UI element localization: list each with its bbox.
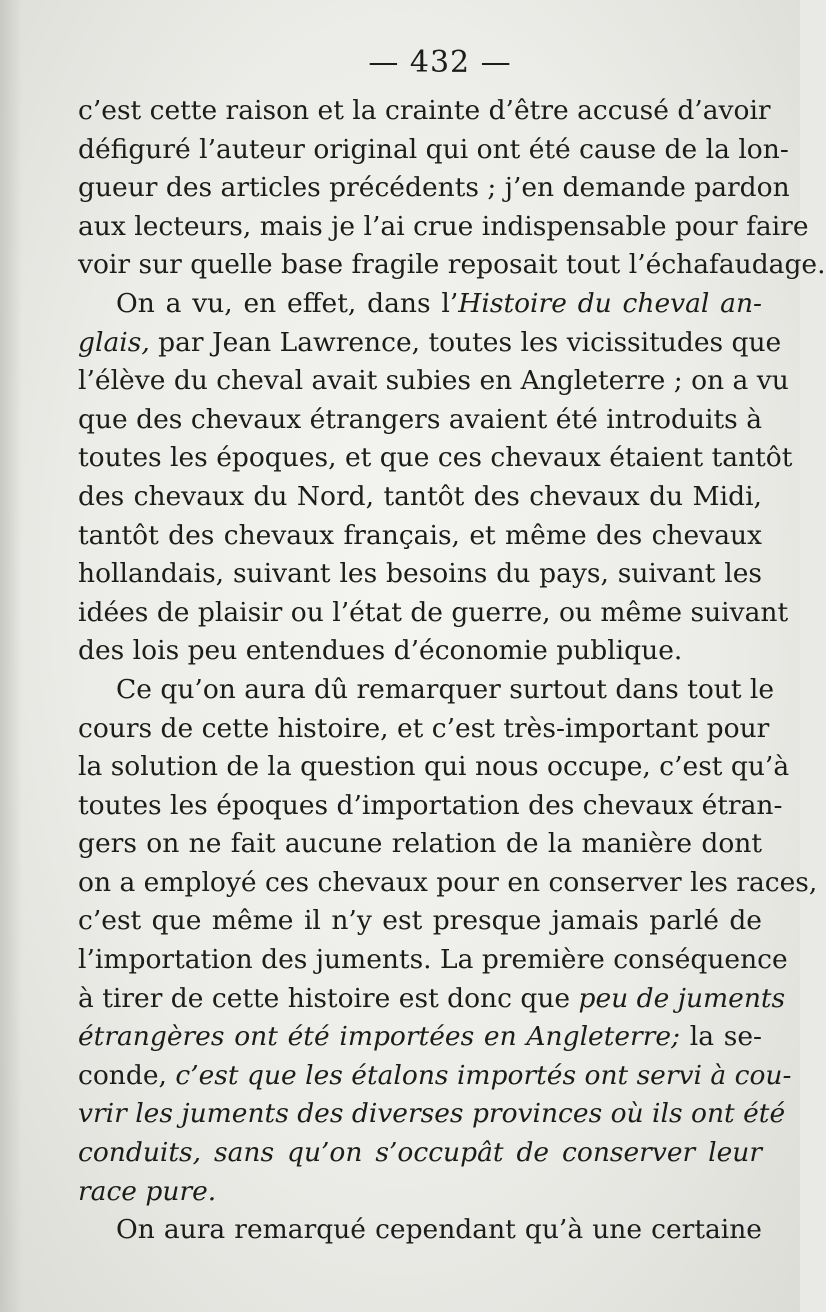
text-segment: voir sur quelle base fragile reposait tout l’échafaudage.	[78, 249, 826, 281]
text-line	[78, 555, 762, 594]
italic-text: Histoire du cheval an-	[458, 287, 762, 319]
text-segment: on a employé ces chevaux pour en conserver les races,	[78, 866, 818, 898]
text-line	[78, 825, 762, 864]
italic-text: conduits, sans qu’on s’occupât de conserver leur	[78, 1137, 762, 1169]
text-line	[78, 1134, 762, 1173]
text-segment: des lois peu entendues d’économie publique.	[78, 635, 683, 667]
text-line	[78, 285, 762, 324]
text-line	[78, 478, 762, 517]
text-line	[78, 1018, 762, 1057]
text-segment: cours de cette histoire, et c’est très-important pour	[78, 712, 770, 744]
italic-text: vrir les juments des diverses provinces où ils ont été	[78, 1098, 786, 1130]
italic-text: peu de juments	[578, 982, 786, 1014]
italic-text: étrangères ont été importées en Angleterre;	[78, 1021, 681, 1053]
text-line	[78, 710, 770, 749]
text-segment: c’est que même il n’y est presque jamais parlé de	[78, 905, 762, 937]
text-segment: défiguré l’auteur original qui ont été cause de la lon-	[78, 133, 789, 165]
text-segment: aux lecteurs, mais je l’ai crue indispensable pour faire	[78, 210, 809, 242]
text-segment: par Jean Lawrence, toutes les vicissitudes que	[149, 326, 782, 358]
text-segment: hollandais, suivant les besoins du pays, suivant les	[78, 558, 762, 590]
text-line	[78, 92, 771, 131]
text-line	[78, 941, 788, 980]
text-line	[78, 208, 809, 247]
text-line	[78, 632, 762, 671]
text-segment: à tirer de cette histoire est donc que	[78, 982, 579, 1014]
text-segment: la solution de la question qui nous occupe, c’est qu’à	[78, 751, 790, 783]
text-segment: toutes les époques, et que ces chevaux étaient tantôt	[78, 442, 793, 474]
text-line	[78, 787, 783, 826]
text-segment: tantôt des chevaux français, et même des chevaux	[78, 519, 762, 551]
text-segment: c’est cette raison et la crainte d’être accusé d’avoir	[78, 95, 771, 126]
text-segment: que des chevaux étrangers avaient été introduits à	[78, 403, 762, 435]
text-line	[78, 439, 793, 478]
text-line	[78, 864, 818, 903]
text-segment: On aura remarqué cependant qu’à une certaine	[116, 1214, 762, 1246]
text-line	[78, 748, 790, 787]
italic-text: glais,	[78, 326, 150, 358]
body-text	[78, 92, 826, 1250]
text-line	[78, 594, 789, 633]
text-line	[78, 517, 762, 556]
text-line	[78, 246, 826, 285]
text-line	[78, 671, 775, 710]
text-segment: gers on ne fait aucune relation de la manière dont	[78, 828, 762, 860]
text-line	[78, 1095, 786, 1134]
text-line	[78, 902, 762, 941]
text-segment: l’importation des juments. La première conséquence	[78, 944, 788, 976]
text-line	[78, 324, 782, 363]
text-line	[78, 131, 789, 170]
text-line	[78, 1173, 762, 1212]
text-line	[78, 401, 762, 440]
text-line	[78, 1211, 762, 1250]
text-segment: conde,	[78, 1059, 176, 1091]
text-line	[78, 169, 790, 208]
text-segment: l’élève du cheval avait subies en Angleterre ; on a vu	[78, 365, 789, 397]
text-line	[78, 980, 786, 1019]
italic-text: c’est que les étalons importés ont servi à cou-	[175, 1059, 792, 1091]
text-segment: toutes les époques d’importation des chevaux étran-	[78, 789, 783, 821]
text-line	[78, 1057, 792, 1096]
text-segment: Ce qu’on aura dû remarquer surtout dans tout le	[116, 673, 775, 705]
text-segment: gueur des articles précédents ; j’en demande pardon	[78, 172, 790, 204]
text-segment: On a vu, en effet, dans l’	[116, 287, 459, 319]
text-line	[78, 362, 789, 401]
page-edge-shadow	[0, 0, 22, 1312]
text-segment: la se-	[680, 1021, 763, 1053]
text-segment: des chevaux du Nord, tantôt des chevaux du Midi,	[78, 480, 762, 512]
italic-text: race pure.	[78, 1175, 217, 1207]
page-number: — 432 —	[368, 45, 512, 80]
text-segment: idées de plaisir ou l’état de guerre, ou même suivant	[78, 596, 789, 628]
